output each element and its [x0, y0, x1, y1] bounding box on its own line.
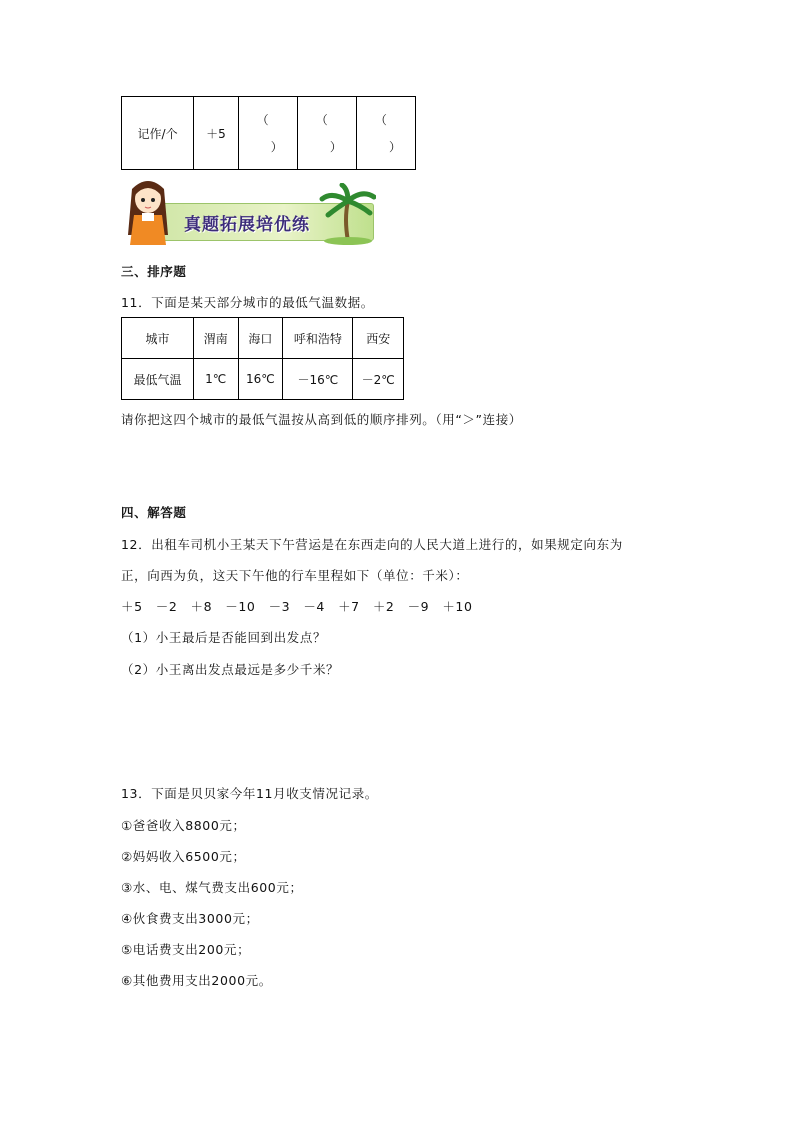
table-header-cell: 海口 [238, 318, 283, 359]
section-heading: 三、排序题 [121, 264, 187, 279]
sub-question-1: （1）小王最后是否能回到出发点？ [121, 630, 327, 645]
table-cell: －2℃ [353, 359, 404, 400]
table-cell: －16℃ [283, 359, 353, 400]
instruction-text: 请你把这四个城市的最低气温按从高到低的顺序排列。（用“＞”连接） [121, 412, 522, 427]
question-13: 13．下面是贝贝家今年11月收支情况记录。 [121, 786, 378, 801]
list-item: ③水、电、煤气费支出600元； [121, 880, 303, 895]
answer-blank: （ ） [238, 97, 297, 170]
table-cell: ＋5 [194, 97, 239, 170]
mileage-values: ＋5 －2 ＋8 －10 －3 －4 ＋7 ＋2 －9 ＋10 [121, 599, 473, 614]
question-12-line2: 正，向西为负，这天下午他的行车里程如下（单位：千米）： [121, 568, 469, 583]
list-item: ①爸爸收入8800元； [121, 818, 246, 833]
row-label: 记作/个 [122, 97, 194, 170]
table-row [122, 97, 416, 170]
list-item: ⑤电话费支出200元； [121, 942, 251, 957]
list-item: ④伙食费支出3000元； [121, 911, 259, 926]
list-item: ②妈妈收入6500元； [121, 849, 246, 864]
table-cell: 最低气温 [122, 359, 194, 400]
question-11: 11．下面是某天部分城市的最低气温数据。 [121, 295, 374, 310]
answer-blank: （ ） [297, 97, 356, 170]
temperature-table [121, 317, 404, 400]
table-header-cell: 城市 [122, 318, 194, 359]
list-item: ⑥其他费用支出2000元。 [121, 973, 272, 988]
table-header-cell: 呼和浩特 [283, 318, 353, 359]
palm-tree-icon [318, 183, 376, 245]
record-table [121, 96, 416, 170]
sub-question-2: （2）小王离出发点最远是多少千米？ [121, 662, 340, 677]
section-heading: 四、解答题 [121, 505, 187, 520]
table-header-cell: 渭南 [193, 318, 238, 359]
question-12-line1: 12．出租车司机小王某天下午营运是在东西走向的人民大道上进行的，如果规定向东为 [121, 537, 623, 552]
table-row [122, 359, 404, 400]
banner-title: 真题拓展培优练 [184, 215, 310, 235]
table-cell: 1℃ [193, 359, 238, 400]
answer-blank: （ ） [356, 97, 415, 170]
girl-illustration-icon [118, 175, 188, 245]
table-header-cell: 西安 [353, 318, 404, 359]
table-row [122, 318, 404, 359]
section-banner [118, 175, 376, 245]
table-cell: 16℃ [238, 359, 283, 400]
